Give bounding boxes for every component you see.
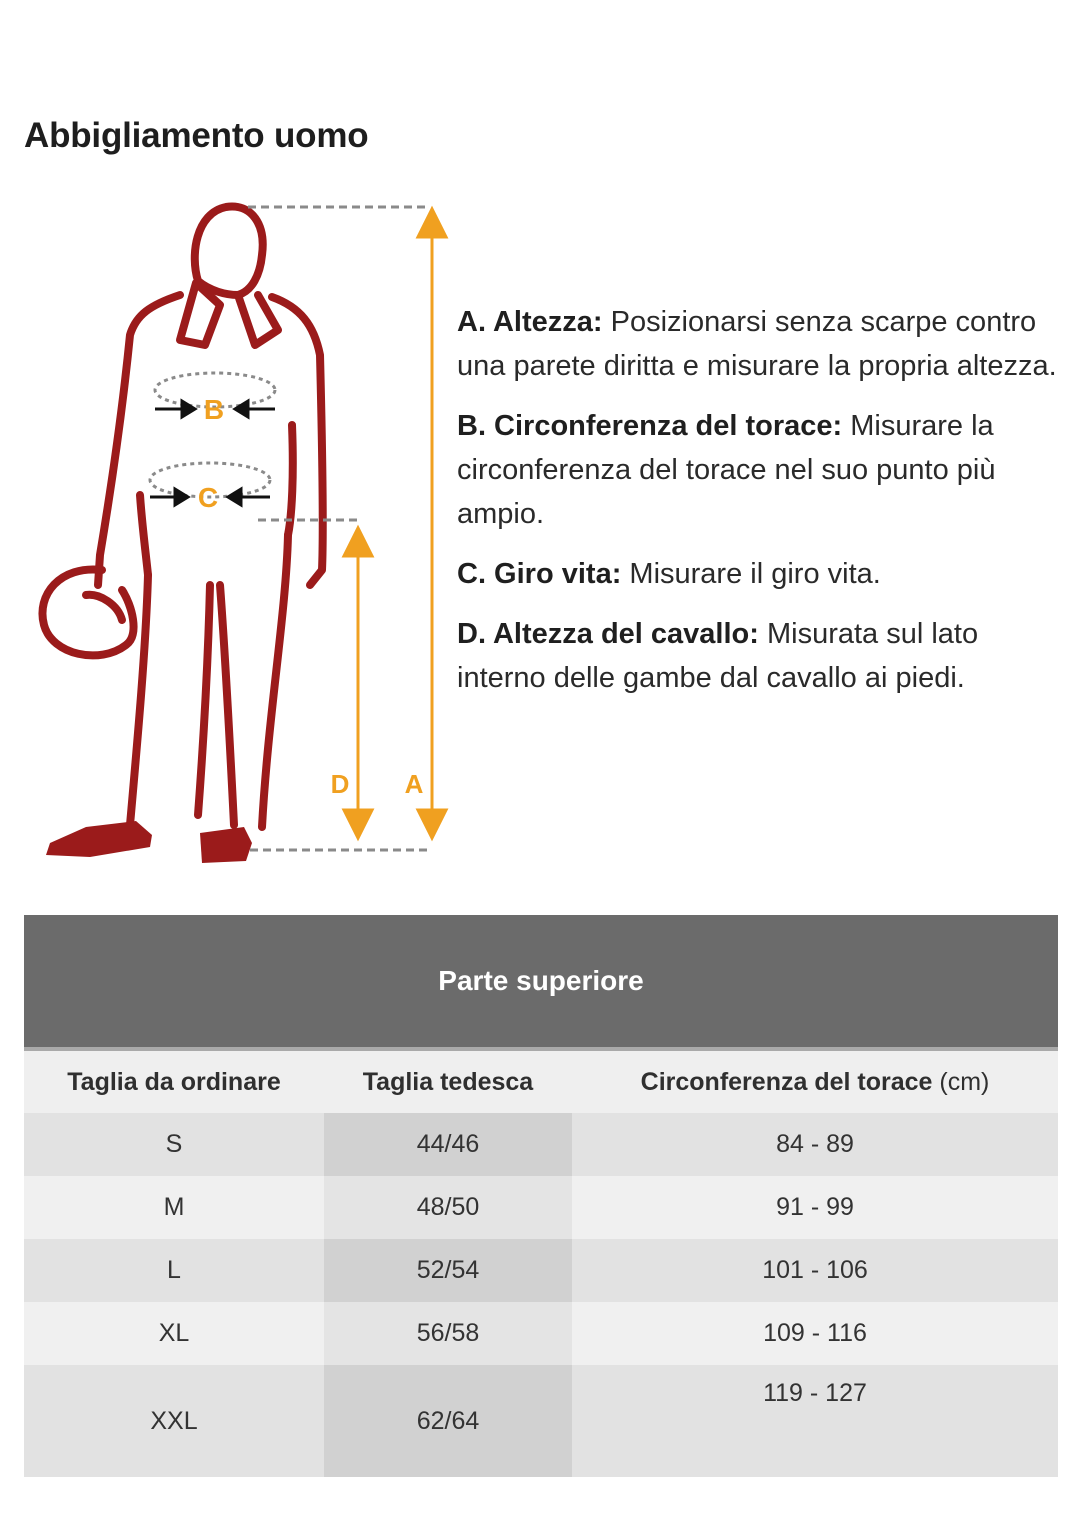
desc-term: D. Altezza del cavallo: [457,618,759,650]
cell-chest: 101 - 106 [572,1239,1058,1302]
label-d: D [330,769,350,799]
cell-german-size: 62/64 [324,1365,572,1477]
cell-chest: 119 - 127 [572,1365,1058,1477]
cell-chest: 84 - 89 [572,1113,1058,1176]
table-caption: Parte superiore [24,915,1058,1049]
cell-size: XL [24,1302,324,1365]
measurement-descriptions [457,300,1057,716]
cell-chest: 91 - 99 [572,1176,1058,1239]
column-header-chest [572,1049,1058,1113]
desc-text: Posizionarsi senza scarpe contro una parete diritta e misurare la propria altezza. [457,306,1057,382]
measurement-figure [30,195,460,875]
desc-chest [457,404,1057,536]
size-table [24,915,1058,1477]
column-header-german-size: Taglia tedesca [324,1049,572,1113]
label-c: C [197,482,219,513]
cell-size: L [24,1239,324,1302]
man-silhouette-illustration [30,195,460,875]
table-row [24,1239,1058,1302]
cell-size: S [24,1113,324,1176]
table-row [24,1302,1058,1365]
cell-size: M [24,1176,324,1239]
cell-german-size: 56/58 [324,1302,572,1365]
label-a: A [404,769,424,799]
desc-waist [457,552,1057,596]
desc-term: A. Altezza: [457,306,603,338]
column-header-size: Taglia da ordinare [24,1049,324,1113]
table-row [24,1365,1058,1477]
cell-chest: 109 - 116 [572,1302,1058,1365]
table-row [24,1176,1058,1239]
cell-german-size: 52/54 [324,1239,572,1302]
desc-term: B. Circonferenza del torace: [457,410,843,442]
column-header-chest-label: Circonferenza del torace [640,1067,933,1096]
table-row [24,1113,1058,1176]
desc-inseam [457,612,1057,700]
page-title: Abbigliamento uomo [24,116,369,155]
desc-text: Misurare il giro vita. [621,558,881,590]
desc-text: Misurare la circonferenza del torace nel suo punto più ampio. [457,410,996,530]
cell-size: XXL [24,1365,324,1477]
cell-german-size: 44/46 [324,1113,572,1176]
desc-height [457,300,1057,388]
desc-term: C. Giro vita: [457,558,622,590]
label-b: B [203,394,225,425]
desc-text: Misurata sul lato interno delle gambe dal cavallo ai piedi. [457,618,979,694]
column-header-chest-unit: (cm) [939,1067,990,1096]
cell-german-size: 48/50 [324,1176,572,1239]
